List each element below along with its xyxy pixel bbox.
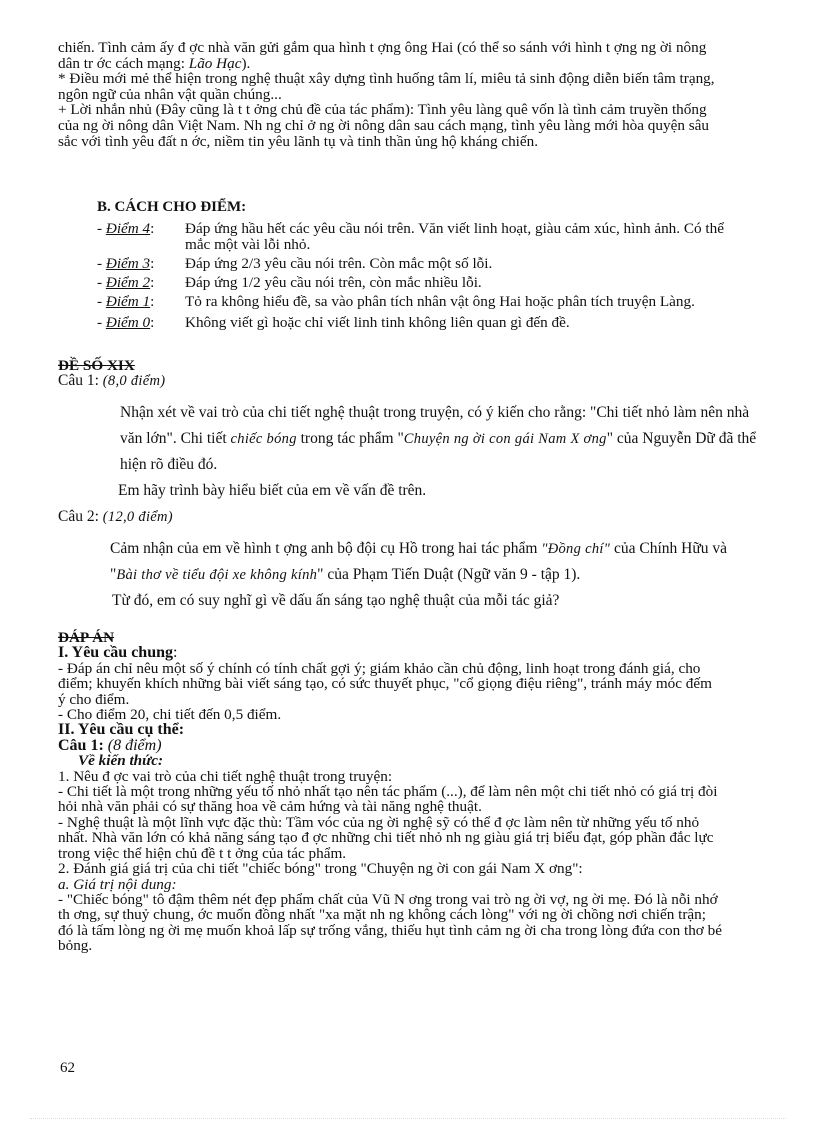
knowledge-2: - Chi tiết là một trong những yếu tố nhỏ nhất tạo nên tác phẩm (...), để làm nên một chi tiết nhỏ có giá trị đòi hỏi nhà văn phải có sự thăng hoa về cảm hứng và tài năng nghệ thuật.	[58, 783, 718, 816]
paragraph-2: * Điều mới mẻ thể hiện trong nghệ thuật xây dựng tình huống tâm lí, miêu tả sinh động diễn biến tâm trạng, ngôn ngữ của nhân vật quần chúng...	[58, 70, 715, 103]
content-value-heading: a. Giá trị nội dung:	[58, 875, 177, 893]
grading-section	[97, 199, 727, 331]
knowledge-heading: Về kiến thức:	[78, 752, 164, 770]
grade-item: - Điểm 0: Không viết gì hoặc chỉ viết linh tinh không liên quan gì đến đề.	[97, 314, 570, 331]
general-req-2: - Cho điểm 20, chi tiết đến 0,5 điểm.	[58, 706, 282, 724]
question-2-text: Cảm nhận của em về hình t ợng anh bộ đội cụ Hồ trong hai tác phẩm "Đồng chí" của Chính Hữu và "Bài thơ về tiểu đội xe không kính" của Phạm Tiến Duật (Ngữ văn 9 - tập 1).	[110, 540, 727, 583]
question-1-text: Nhận xét về vai trò của chi tiết nghệ thuật trong truyện, có ý kiến cho rằng: "Chi tiết nhỏ làm nên nhà văn lớn". Chi tiết chiếc bóng trong tác phẩm "Chuyện ng ời con gái Nam X ơng" của Nguyễn Dữ đã thể hiện rõ điều đó.	[120, 404, 757, 473]
grading-heading: B. CÁCH CHO ĐIỂM:	[97, 199, 247, 215]
question-1-task: Em hãy trình bày hiểu biết của em về vấn đề trên.	[118, 482, 427, 499]
exam-title: ĐỀ SỐ XIX	[58, 357, 135, 374]
general-requirements-heading: I. Yêu cầu chung:	[58, 644, 178, 662]
question-1-header: Câu 1: (8,0 điểm)	[58, 372, 166, 389]
general-req-1: - Đáp án chỉ nêu một số ý chính có tính chất gợi ý; giám khảo cần chủ động, linh hoạt trong đánh giá, cho điểm; khuyến khích những bài viết sáng tạo, có sức thuyết phục, "cổ giọng điệu riêng", tránh máy móc đếm ý cho điểm.	[58, 659, 712, 708]
grade-item: - Điểm 1: Tỏ ra không hiểu đề, sa vào phân tích nhân vật ông Hai hoặc phân tích truyện Làng.	[97, 293, 695, 310]
page-number: 62	[60, 1060, 75, 1076]
knowledge-4: 2. Đánh giá giá trị của chi tiết "chiếc bóng" trong "Chuyện ng ời con gái Nam X ơng":	[58, 860, 583, 878]
knowledge-5: - "Chiếc bóng" tô đậm thêm nét đẹp phẩm chất của Vũ N ơng trong vai trò ng ời vợ, ng ời mẹ. Đó là nỗi nhớ th ơng, sự thuỷ chung, ớc muốn đồng nhất "xa mặt nh ng không cách lòng" với ng ời chồng nơi chiến trận; đó là tấm lòng ng ời mẹ muốn khoả lấp sự trống vắng, thiếu hụt tình cảm ng ời cha trong lòng đứa con thơ bé bỏng.	[58, 890, 722, 955]
answer-title: ĐÁP ÁN	[58, 629, 115, 646]
specific-requirements-heading: II. Yêu cầu cụ thể:	[58, 721, 185, 739]
continuation-text	[58, 40, 722, 149]
question-2-header: Câu 2: (12,0 điểm)	[58, 508, 173, 525]
knowledge-3: - Nghệ thuật là một lĩnh vực đặc thù: Tầm vóc của ng ời nghệ sỹ có thể đ ợc làm nên từ những yếu tố nhỏ nhất. Nhà văn lớn có khả năng sáng tạo đ ợc những chi tiết nhỏ nh ng giàu giá trị biểu đạt, góp phần đắc lực trong việc thể hiện chủ đề t t ởng của tác phẩm.	[58, 813, 714, 862]
question-2-task: Từ đó, em có suy nghĩ gì về dấu ấn sáng tạo nghệ thuật của mỗi tác giả?	[112, 592, 560, 609]
paragraph-1: chiến. Tình cảm ấy đ ợc nhà văn gửi gắm qua hình t ợng ông Hai (có thể so sánh với hình t ợng ng ời nông dân tr ớc cách mạng: Lão Hạc).	[58, 39, 707, 72]
exam-questions	[58, 368, 758, 614]
answer-section	[58, 630, 722, 954]
page-bottom-divider	[30, 1118, 786, 1119]
answer-question-1-heading: Câu 1: (8 điểm)	[58, 736, 162, 754]
paragraph-3: + Lời nhắn nhủ (Đây cũng là t t ởng chủ đề của tác phẩm): Tình yêu làng quê vốn là tình cảm truyền thống của ng ời nông dân Việt Nam. Nh ng chỉ ở ng ời nông dân sau cách mạng, tình yêu làng mới hòa quyện sâu sắc với tình yêu đất n ớc, niềm tin yêu lãnh tụ và tinh thần ủng hộ kháng chiến.	[58, 101, 709, 150]
grade-item: - Điểm 3: Đáp ứng 2/3 yêu cầu nói trên. Còn mắc một số lỗi.	[97, 255, 493, 272]
grade-item: - Điểm 2: Đáp ứng 1/2 yêu cầu nói trên, còn mắc nhiều lỗi.	[97, 274, 482, 291]
knowledge-1: 1. Nêu đ ợc vai trò của chi tiết nghệ thuật trong truyện:	[58, 767, 393, 785]
grade-item: - Điểm 4: Đáp ứng hầu hết các yêu cầu nói trên. Văn viết linh hoạt, giàu cảm xúc, hình ảnh. Có thể mắc một vài lỗi nhỏ.	[97, 220, 724, 253]
